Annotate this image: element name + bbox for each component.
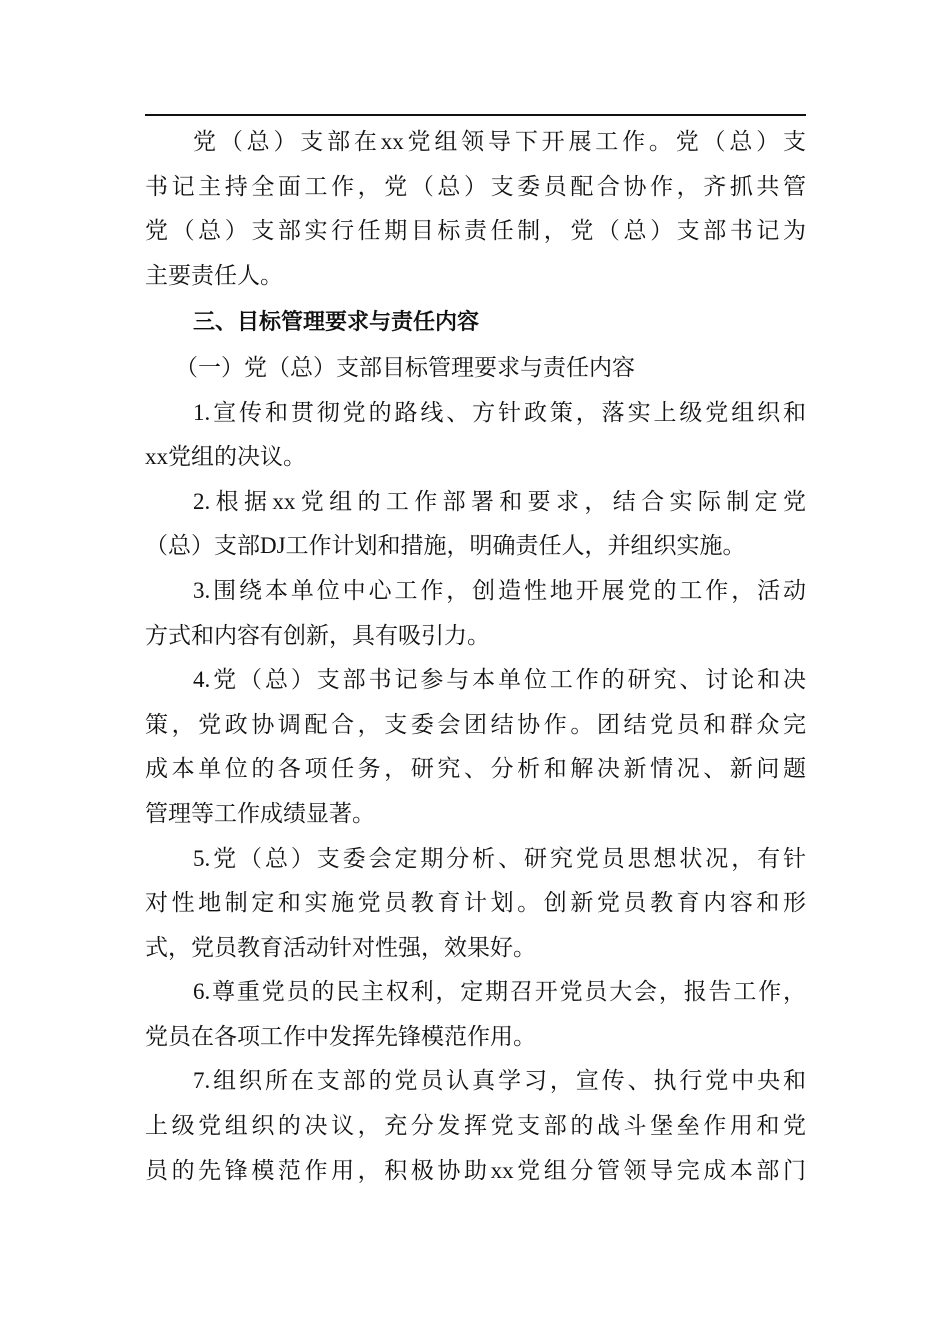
paragraph	[145, 1059, 806, 1193]
subsection-heading	[145, 346, 806, 391]
text-line: 6.尊重党员的民主权利，定期召开党员大会，报告工作，	[193, 979, 806, 1005]
text-line: 2.根据xx党组的工作部署和要求，结合实际制定党	[193, 488, 806, 514]
text-line: 4.党（总）支部书记参与本单位工作的研究、讨论和决	[193, 667, 806, 693]
text-line: 党（总）支部实行任期目标责任制，党（总）支部书记为	[145, 218, 806, 244]
text-line: 主要责任人。	[145, 262, 283, 288]
document-body	[145, 120, 806, 1193]
header-rule	[145, 114, 806, 116]
paragraph	[145, 837, 806, 971]
text-line: 对性地制定和实施党员教育计划。创新党员教育内容和形	[145, 890, 806, 916]
text-line: 7.组织所在支部的党员认真学习，宣传、执行党中央和	[193, 1068, 806, 1094]
text-line: 管理等工作成绩显著。	[145, 800, 375, 826]
paragraph	[145, 391, 806, 480]
text-line: 党员在各项工作中发挥先锋模范作用。	[145, 1023, 536, 1049]
text-line: 员的先锋模范作用，积极协助xx党组分管领导完成本部门	[145, 1157, 806, 1183]
paragraph	[145, 970, 806, 1059]
text-line: （总）支部DJ工作计划和措施，明确责任人，并组织实施。	[145, 533, 746, 559]
paragraph	[145, 120, 806, 298]
text-line: 上级党组织的决议，充分发挥党支部的战斗堡垒作用和党	[145, 1113, 806, 1139]
paragraph	[145, 658, 806, 836]
text-line: 5.党（总）支委会定期分析、研究党员思想状况，有针	[193, 845, 806, 871]
paragraph	[145, 480, 806, 569]
text-line: 三、目标管理要求与责任内容	[193, 310, 480, 336]
text-line: 成本单位的各项任务，研究、分析和解决新情况、新问题	[145, 756, 806, 782]
paragraph	[145, 569, 806, 658]
text-line: 书记主持全面工作，党（总）支委员配合协作，齐抓共管	[145, 173, 806, 199]
text-line: 式，党员教育活动针对性强，效果好。	[145, 934, 536, 960]
section-heading	[145, 301, 806, 346]
text-line: xx党组的决议。	[145, 444, 306, 470]
text-line: 方式和内容有创新，具有吸引力。	[145, 622, 490, 648]
text-line: 策，党政协调配合，支委会团结协作。团结党员和群众完	[145, 711, 806, 737]
text-line: 3.围绕本单位中心工作，创造性地开展党的工作，活动	[193, 577, 806, 603]
text-line: （一）党（总）支部目标管理要求与责任内容	[175, 354, 635, 380]
text-line: 党（总）支部在xx党组领导下开展工作。党（总）支	[193, 129, 806, 154]
text-line: 1.宣传和贯彻党的路线、方针政策，落实上级党组织和	[193, 399, 806, 425]
